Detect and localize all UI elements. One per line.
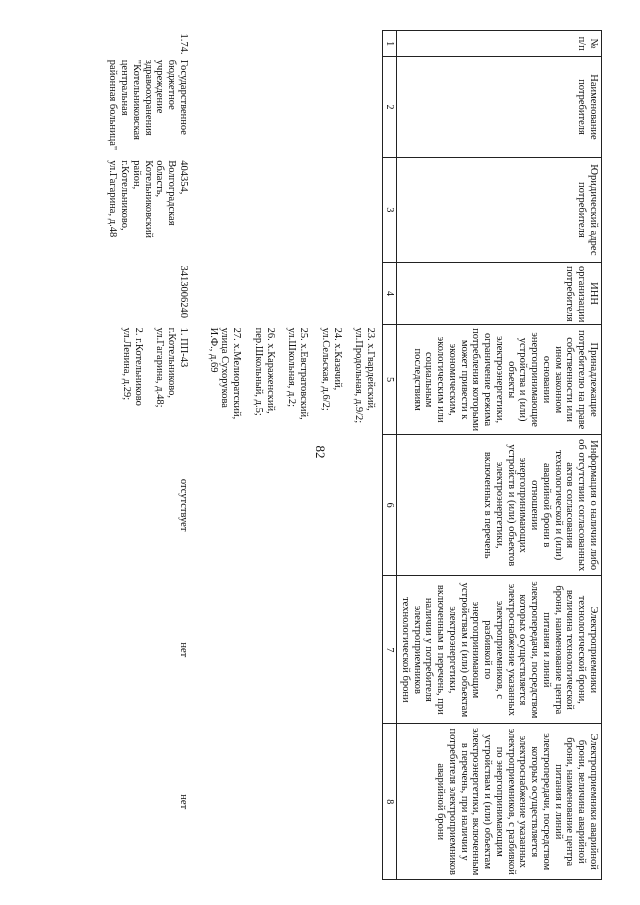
column-number: 8 (383, 724, 397, 880)
header-acts: Информация о наличии либо об отсутствии согласованных актов согласования технологической и (или) аварийной брони в отношении энергопринимающих устройств и (или) объектов электроэнергетики, включенных в перечень (397, 435, 602, 576)
object-item: 26. х.Караженский, пер.Школьный, д.5; (252, 327, 276, 416)
consumer-address: 404354, Волгоградская область, Котельниковский район, г.Котельниково, ул.Гагарина, д.48 (107, 160, 189, 239)
header-objects: Принадлежащие потребителю на праве собственности или ином законном основании энергопринимающие устройства и (или) объекты электроэнергетики, ограничение режима потребления которыми может привести к экономическим, экологическим или социальным последствиям (397, 325, 602, 435)
header-name: Наименование потребителя (397, 57, 602, 157)
acts-status: отсутствует (177, 478, 189, 532)
table-row-continuation (195, 31, 383, 880)
header-address: Юридический адрес потребителя (397, 157, 602, 262)
column-number: 3 (383, 157, 397, 262)
header-tech-bron: Электроприемники технологической брони, величина технологической брони, наименование центра питания и линий электропередачи, посредством которых осуществляется электроснабжение указанных электроприемников, с разбивкой по энергопринимающим устройствам и (или) объектам электроэнергетики, включенным в перечень, при наличии у потребителя электроприемников технологической брони (397, 576, 602, 724)
avar-bron-value: нет (177, 794, 189, 810)
column-number: 1 (383, 31, 397, 57)
header-row (397, 31, 602, 880)
page-number: 82 (313, 445, 328, 459)
object-item: 23. х.Гвардейский, ул.Продольная, д.9/2; (353, 327, 377, 424)
consumers-table (105, 30, 602, 880)
object-item: 2. г.Котельниково ул.Ленина, д.29; (120, 327, 144, 406)
column-number: 7 (383, 576, 397, 724)
object-item: 25. х.Евстратовский, ул.Школьная, д.2; (286, 327, 310, 420)
header-num: № п/п (397, 31, 602, 57)
column-number: 4 (383, 262, 397, 324)
row-number: 1.74. (177, 33, 189, 55)
table-row (105, 31, 195, 880)
tech-bron-value: нет (177, 642, 189, 658)
column-number: 6 (383, 435, 397, 576)
objects-cell (105, 325, 195, 435)
header-avar-bron: Электроприемники аварийной брони, величина аварийной брони, наименование центра питания и линий электропередачи, посредством которых осуществляется электроснабжение указанных электроприемников, с разбивкой по энергопринимающим устройствам и (или) объектам электроэнергетики, включенным в перечень, при наличии у потребителя электроприемников аварийной брони (397, 724, 602, 880)
consumer-name: Государственное бюджетное учреждение здравоохранения "Котельниковская центральная районная больница" (107, 59, 189, 151)
consumer-inn: 3413006240 (177, 265, 189, 318)
header-inn: ИНН организации потребителя (397, 262, 602, 324)
column-number-row (383, 31, 397, 880)
object-item: 24. х.Казачий, ул.Сельская, д.6/2; (319, 327, 343, 411)
object-item: 1. ПП-43 г.Котельниково, ул.Гагарина, д.48; (154, 327, 189, 408)
objects-cell (195, 325, 383, 435)
object-item: 27. х.Мелиоратский, улица Сухорукова И.Ф., д.69 (207, 327, 243, 420)
column-number: 2 (383, 57, 397, 157)
column-number: 5 (383, 325, 397, 435)
